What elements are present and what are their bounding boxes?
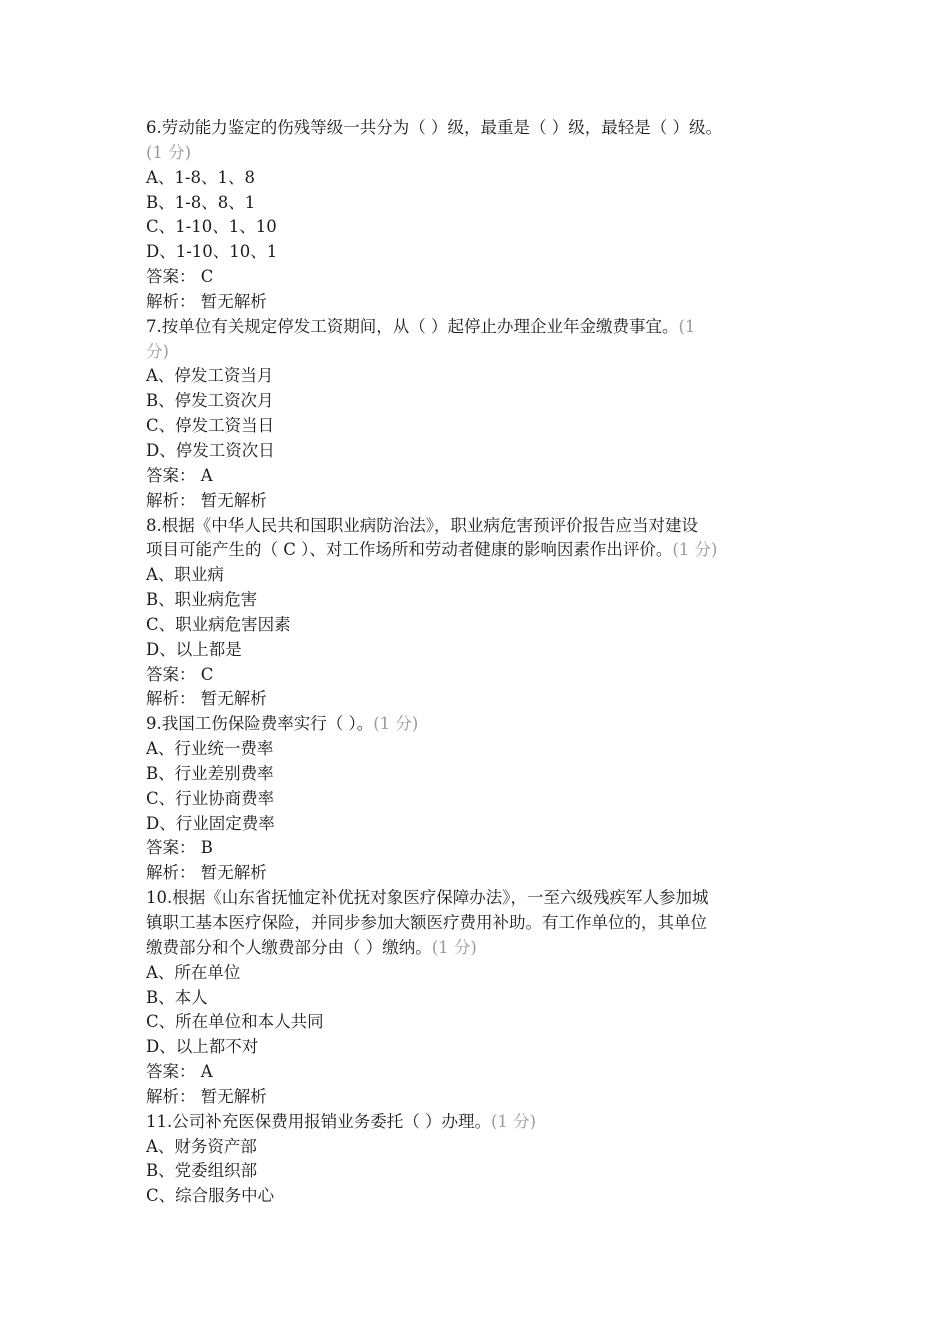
question-8	[146, 514, 816, 713]
analysis: 解析： 暂无解析	[146, 863, 267, 883]
analysis: 解析： 暂无解析	[146, 1086, 267, 1106]
analysis: 解析： 暂无解析	[146, 490, 267, 510]
question-10	[146, 886, 816, 1110]
answer: 答案： B	[146, 838, 213, 858]
question-stem-text: 9.我国工伤保险费率实行（ ）。	[146, 714, 374, 734]
question-score: (1 分)	[146, 142, 192, 162]
analysis: 解析： 暂无解析	[146, 291, 267, 311]
option-a: A、停发工资当月	[146, 366, 274, 386]
option-c: C、综合服务中心	[146, 1186, 275, 1206]
analysis: 解析： 暂无解析	[146, 689, 267, 709]
option-d: D、以上都不对	[146, 1037, 259, 1057]
option-a: A、行业统一费率	[146, 739, 274, 759]
option-c: C、行业协商费率	[146, 788, 275, 808]
option-a: A、职业病	[146, 565, 224, 585]
answer: 答案： A	[146, 465, 213, 485]
answer: 答案： C	[146, 664, 214, 684]
question-stem-text: 7.按单位有关规定停发工资期间，从（ ）起停止办理企业年金缴费事宜。	[146, 316, 679, 336]
question-score-part2: 分)	[146, 341, 169, 361]
question-stem	[146, 315, 816, 340]
question-stem	[146, 712, 816, 737]
option-b: B、1-8、8、1	[146, 192, 256, 212]
option-d: D、以上都是	[146, 639, 242, 659]
option-a: A、财务资产部	[146, 1136, 257, 1156]
option-d: D、停发工资次日	[146, 440, 275, 460]
question-stem-text: 缴费部分和个人缴费部分由（ ）缴纳。	[146, 937, 432, 957]
option-c: C、职业病危害因素	[146, 614, 291, 634]
question-stem-line-1: 8.根据《中华人民共和国职业病防治法》，职业病危害预评价报告应当对建设	[146, 515, 698, 535]
question-stem: 6.劳动能力鉴定的伤残等级一共分为（ ）级，最重是（ ）级，最轻是（ ）级。	[146, 118, 722, 137]
option-c: C、所在单位和本人共同	[146, 1012, 324, 1032]
option-b: B、职业病危害	[146, 590, 258, 610]
option-c: C、1-10、1、10	[146, 217, 277, 237]
question-stem	[146, 1110, 816, 1135]
question-stem-text: 项目可能产生的（ C ）、对工作场所和劳动者健康的影响因素作出评价。	[146, 540, 673, 560]
question-stem-line-1: 10.根据《山东省抚恤定补优抚对象医疗保障办法》，一至六级残疾军人参加城	[146, 888, 709, 908]
option-d: D、行业固定费率	[146, 813, 275, 833]
question-score: (1 分)	[373, 714, 419, 734]
option-c: C、停发工资当日	[146, 416, 275, 436]
question-9	[146, 712, 816, 886]
option-b: B、本人	[146, 987, 208, 1007]
question-stem-line-2: 镇职工基本医疗保险，并同步参加大额医疗费用补助。有工作单位的，其单位	[146, 913, 707, 932]
question-11	[146, 1110, 816, 1209]
question-stem-line-2	[146, 538, 816, 563]
answer: 答案： C	[146, 267, 214, 287]
question-6	[146, 116, 816, 315]
option-a: A、所在单位	[146, 962, 241, 982]
question-score: (1 分)	[491, 1111, 537, 1131]
option-a: A、1-8、1、8	[146, 167, 255, 187]
question-score: (1 分)	[431, 937, 477, 957]
option-b: B、党委组织部	[146, 1161, 258, 1181]
question-score-part1: (1	[678, 316, 696, 336]
option-b: B、行业差别费率	[146, 763, 274, 783]
question-stem-text: 11.公司补充医保费用报销业务委托（ ）办理。	[146, 1111, 491, 1131]
answer: 答案： A	[146, 1062, 213, 1082]
question-7	[146, 315, 816, 514]
question-stem-line-3	[146, 936, 816, 961]
question-score: (1 分)	[672, 540, 718, 560]
option-d: D、1-10、10、1	[146, 242, 278, 262]
option-b: B、停发工资次月	[146, 391, 274, 411]
exam-document	[146, 116, 816, 1209]
